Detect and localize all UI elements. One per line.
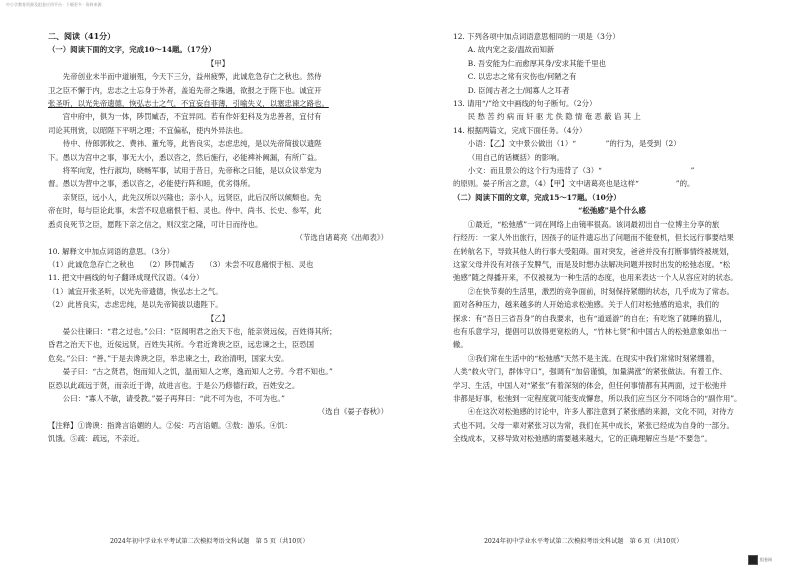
right-text-line: 民 愁 苦 约 病 而 奸 驱 尤 佚 隐 情 奄 恶 蔽 谄 其 上 (467, 112, 641, 122)
left-text-line: （2）此皆良实，志虑忠纯，是以先帝简拔以遗陛下。 (48, 300, 223, 310)
left-text-line: 【乙】 (206, 313, 230, 323)
left-text-line: 先帝创业未半而中道崩殂，今天下三分，益州疲弊，此诚危急存亡之秋也。然侍 (62, 72, 322, 82)
left-text-line: 臣恐以此疏远于贤，而亲近于谗，故进言也。于是公乃修德行政，百姓安之。 (48, 380, 300, 390)
left-text-line: 卫之臣不懈于内，忠志之士忘身于外者，盖追先帝之殊遇，欲报之于陛下也。诚宜开 (48, 85, 322, 95)
left-page (48, 30, 388, 520)
right-text-line: 小文：而且景公的这个行为违背了（3）“ ” (467, 166, 695, 176)
right-text-line: 也有乐意学习，提倡可以放得更宽松的人，“竹林七贤”和中国古人的松弛意象如出一 (453, 326, 727, 336)
left-text-line: 11. 把文中画线的句子翻译成现代汉语。（4分） (48, 273, 204, 283)
left-text-line: 【甲】 (206, 58, 230, 68)
right-text-line: 在转航名下，导致其他人的行事大受阻碍。面对突发，爸爸并没有打断事情终被规划， (453, 246, 734, 256)
right-text-line: 12. 下列各项中加点词语意思相同的一项是（3分） (453, 32, 620, 41)
left-text-line: 危矣。”公曰：“善。”于是去谗谀之臣，举忠谏之士，政治清明，国家大安。 (48, 353, 289, 363)
left-text-line: 宫中府中，俱为一体，陟罚臧否，不宜异同。若有作奸犯科及为忠善者，宜付有 (62, 112, 322, 122)
qr-code-icon (748, 555, 758, 565)
left-text-line: 饥饿。⑤疏：疏远，不亲近。 (48, 434, 145, 444)
right-text-line: （用自己的话概括）的影响。 (467, 152, 564, 162)
stamp-label: 组卷网 (760, 557, 772, 562)
right-text-line: ①最近，“松弛感”一词在网络上由镜率很高。该词最初出自一位博主分享的旅 (467, 219, 720, 229)
right-text-line: （二）阅读下面的文章，完成15～17题。（10分） (453, 192, 621, 202)
right-text-line: 行经历：一家人外出旅行，因孩子的证件遗忘出了问题而不能登机，但长远行事要结果 (453, 233, 734, 243)
right-text-line: 弛感”随之得播开来，不仅被视为一种生活的态度，也用来表达一个人从容应对的状态。 (453, 273, 738, 283)
left-text-line: 昏君之治天下也，近佞远贤，百姓失其所。今君近谗谀之臣，远忠谏之士，臣恐国 (48, 340, 315, 350)
right-text-line: “松弛感”是个什么感 (578, 206, 646, 216)
left-text-line: 晏子曰：“古之贤君，饱而知人之饥，温而知人之寒，逸而知人之劳。今君不知也。” (62, 367, 333, 377)
left-text-line: （选自《晏子春秋》） (317, 407, 388, 417)
left-text-line: （1）诚宜开张圣听，以光先帝遗德，恢弘志士之气。 (48, 286, 223, 296)
right-text-line: 小语：【乙】文中景公做出（1）“ ”的行为，是受到（2） (467, 139, 681, 149)
right-text-line: A. 故内宠之妾/温故而知新 (467, 45, 555, 55)
right-text-line: 这家父母并没有对孩子发脾气，而是及时想办法解决问题并按时出发的松弛态度。“松 (453, 259, 731, 269)
left-text-line: 张圣听，以光先帝遗德，恢弘志士之气，不宜妄自菲薄，引喻失义，以塞忠谏之路也。 (48, 99, 329, 109)
right-text-line: ④在这次对松弛感的讨论中，许多人都注意到了紧张感的来源，文化不同，对待方 (467, 407, 734, 417)
left-text-line: （1）此诚危急存亡之秋也 （2）陟罚臧否 （3）未尝不叹息痛恨于桓、灵也 (48, 259, 314, 269)
right-text-line: 辙。 (453, 340, 468, 350)
left-text-line: 司论其刑赏，以昭陛下平明之理；不宜偏私，使内外异法也。 (48, 125, 248, 135)
left-text-line: 亲贤臣，远小人，此先汉所以兴隆也；亲小人，远贤臣，此后汉所以倾颓也。先 (62, 192, 322, 202)
left-text-line: 二、阅读（41分） (48, 31, 116, 41)
left-text-line: 公曰：“寡人不敏，请受教。”晏子再拜曰：“此不可为也，不可为也。” (62, 393, 285, 403)
right-text-line: 人类“救火守门，群体守口”，强调有“加倍谨慎，加量满涨”的紧张做法。有着工作、 (453, 367, 727, 377)
right-text-line: ②在快节奏的生活里，激烈的竞争面前，时刻保持紧绷的状态，几乎成为了常态。 (467, 286, 734, 296)
right-text-line: 学习、生活，中国人对“紧张”有着深刻的体会，但任何事情都有其两面，过于松弛并 (453, 380, 727, 390)
right-text-line: C. 以忠志之常有灾伤也/何陋之有 (467, 72, 577, 82)
left-text-line: 侍中、侍郎郭攸之、费祎、董允等，此皆良实，志虑忠纯，是以先帝简拔以遗陛 (62, 139, 322, 149)
right-text-line: B. 吾安能为仁而愈厚其身/安求其能千里也 (467, 58, 607, 68)
left-text-line: 悉贞良死节之臣，愿陛下亲之信之，则汉室之隆，可计日而待也。 (48, 219, 263, 229)
left-text-line: 【注释】①谗谀：指谗言谄媚的人。②佞：巧言谄媚。③敖：游乐。④饥： (48, 420, 292, 430)
left-text-line: 督。愚以为营中之事，悉以咨之，必能使行阵和睦，优劣得所。 (48, 179, 255, 189)
right-text-line: 探求：有“吾日三省吾身”的自我要求，也有“道遥游”的自在；有吃饱了就睡的猫儿， (453, 313, 727, 323)
left-text-line: （一）阅读下面的文字，完成10～14题。（17分） (48, 45, 216, 55)
stamp (748, 555, 772, 565)
right-text-line: 的原则。晏子所言之意，（4）【甲】文中诸葛亮也是这样“ ”的。 (453, 179, 695, 189)
right-text-line: 非都是好事，松弛到一定程度就可能变成懈怠，所以我们应当区分不同场合的“副作用”。 (453, 393, 742, 403)
right-text-line: D. 臣闻古者之士/闻寡人之耳者 (467, 85, 570, 95)
left-text-line: （节选自诸葛亮《出师表》） (295, 233, 388, 243)
right-text-line: ③我们常在生活中的“松弛感”天然不是主流。在现实中我们常常时刻紧绷着， (467, 353, 720, 363)
left-text-line: 帝在时，每与臣论此事，未尝不叹息痛恨于桓、灵也。侍中、尚书、长史、参军，此 (48, 206, 322, 216)
right-text-line: 14. 根据两篇文，完成下面任务。（4分） (453, 125, 587, 135)
right-page-footer: 2024年初中学业水平考试第二次模拟考语文科试题 第 6 页（共10页） (484, 538, 683, 545)
left-text-line: 晏公往谏曰：“君之过也。”公曰：“臣闻明君之治天下也，能亲贤远佞，百姓得其所； (62, 326, 337, 336)
left-text-line: 下。愚以为宫中之事，事无大小，悉以咨之，然后施行，必能裨补阙漏，有所广益。 (48, 152, 322, 162)
right-text-line: 13. 请用“/”给文中画线的句子断句。（2分） (453, 99, 597, 109)
right-page (453, 30, 771, 520)
left-page-footer: 2024年初中学业水平考试第二次模拟考语文科试题 第 5 页（共10页） (110, 538, 309, 545)
right-text-line: 式也不同。父母一辈对紧张习以为常，我们在其中成长，紧张已经成为自身的一部分。 (453, 420, 734, 430)
right-text-line: 全线成本，又移导致对松弛感的需要越来越大，它的正确理解应当是“不要急”。 (453, 434, 712, 444)
top-watermark: 中小学教育资源及组卷应用平台 · 下载更多 · 资料来源 (6, 2, 102, 7)
right-text-line: 面对各种压力，越来越多的人开始追求松弛感。关于人们对松弛感的追求，我们的 (453, 300, 720, 310)
left-text-line: 将军向宠，性行淑均，晓畅军事，试用于昔日，先帝称之曰能，是以众议举宠为 (62, 166, 322, 176)
left-text-line: 10. 解释文中加点词语的意思。（3分） (48, 246, 174, 256)
